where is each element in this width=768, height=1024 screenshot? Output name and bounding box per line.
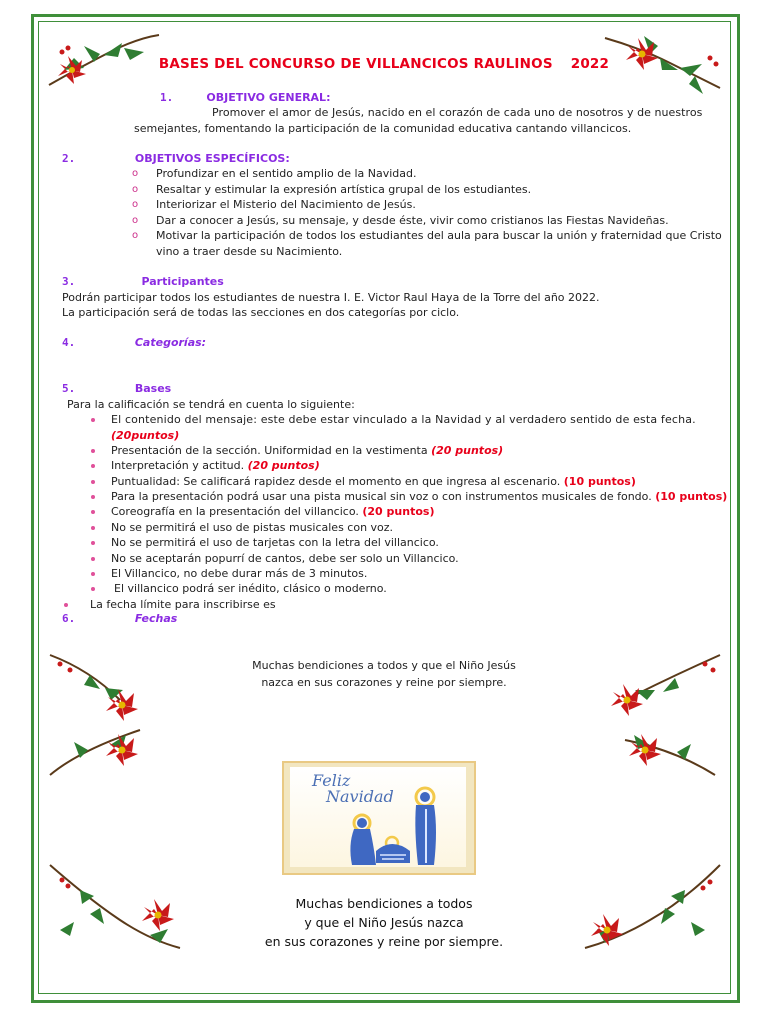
base-item-5: Para la presentación podrá usar una pista musical sin voz o con instrumentos musicales de fondo. (10 puntos): [111, 490, 728, 503]
participants-line-1: Podrán participar todos los estudiantes de nuestra I. E. Victor Raul Haya de la Torre del año 2022.: [62, 291, 600, 304]
section-1-line-2: semejantes, fomentando la participación de la comunidad educativa cantando villancicos.: [134, 122, 632, 135]
dot-bullet-icon: [91, 495, 95, 499]
section-1-label: OBJETIVO GENERAL:: [206, 91, 331, 104]
blessing-small-line-2: nazca en sus corazones y reine por siempre.: [261, 676, 507, 689]
blessing-large-line-1: Muchas bendiciones a todos: [295, 896, 473, 911]
section-3-heading: [62, 275, 224, 288]
section-2-label: OBJETIVOS ESPECÍFICOS:: [134, 152, 290, 165]
dot-bullet-icon: [91, 541, 95, 545]
section-5-heading: [62, 382, 171, 395]
base-item-11: El villancico podrá ser inédito, clásico o moderno.: [114, 582, 387, 595]
dot-bullet-icon: [91, 572, 95, 576]
base-item-6: Coreografía en la presentación del villancico. (20 puntos): [111, 505, 435, 518]
dot-bullet-icon: [91, 557, 95, 561]
circle-bullet-icon: o: [132, 215, 139, 226]
bases-intro: Para la calificación se tendrá en cuenta lo siguiente:: [67, 398, 355, 411]
blessing-large-line-3: en sus corazones y reine por siempre.: [264, 934, 504, 949]
section-3-number: 3.: [62, 275, 76, 288]
dot-bullet-icon: [64, 603, 68, 607]
objective-item-4: Dar a conocer a Jesús, su mensaje, y desde éste, vivir como cristianos las Fiestas Navideñas.: [156, 214, 669, 227]
title-text: BASES DEL CONCURSO DE VILLANCICOS RAULINOS: [158, 56, 553, 72]
circle-bullet-icon: o: [132, 184, 139, 195]
circle-bullet-icon: o: [132, 199, 139, 210]
objective-item-5: Motivar la participación de todos los estudiantes del aula para buscar la unión y fraternidad que Cristo: [156, 229, 722, 242]
base-item-6-points: (20 puntos): [362, 505, 435, 518]
base-item-5-points: (10 puntos): [655, 490, 728, 503]
base-item-1-points: (20puntos): [111, 429, 180, 442]
deadline-line: La fecha límite para inscribirse es: [90, 598, 276, 611]
section-4-number: 4.: [62, 336, 76, 349]
base-item-4: Puntualidad: Se calificará rapidez desde el momento en que ingresa al escenario. (10 puntos): [111, 475, 636, 488]
card-text-feliz: Feliz: [312, 771, 351, 790]
dot-bullet-icon: [91, 526, 95, 530]
circle-bullet-icon: o: [132, 230, 139, 241]
section-2-number: 2.: [62, 152, 76, 165]
section-5-number: 5.: [62, 382, 76, 395]
base-item-3: Interpretación y actitud. (20 puntos): [111, 459, 320, 472]
base-item-2-points: (20 puntos): [431, 444, 504, 457]
dot-bullet-icon: [91, 464, 95, 468]
dot-bullet-icon: [91, 418, 95, 422]
section-6-number: 6.: [62, 612, 76, 625]
blessing-small-line-1: Muchas bendiciones a todos y que el Niño Jesús: [252, 659, 516, 672]
base-item-9: No se aceptarán popurrí de cantos, debe ser solo un Villancico.: [111, 552, 459, 565]
base-item-7: No se permitirá el uso de pistas musicales con voz.: [111, 521, 394, 534]
base-item-8: No se permitirá el uso de tarjetas con la letra del villancico.: [111, 536, 439, 549]
section-5-label: Bases: [134, 382, 172, 395]
circle-bullet-icon: o: [132, 168, 139, 179]
dot-bullet-icon: [91, 449, 95, 453]
dot-bullet-icon: [91, 587, 95, 591]
section-1-heading: [160, 91, 330, 104]
objective-item-1: Profundizar en el sentido amplio de la Navidad.: [156, 167, 417, 180]
page-title: [0, 56, 768, 72]
title-year: 2022: [570, 56, 610, 72]
base-item-10: El Villancico, no debe durar más de 3 minutos.: [111, 567, 368, 580]
section-2-heading: [62, 152, 290, 165]
blessing-large-line-2: y que el Niño Jesús nazca: [304, 915, 464, 930]
dot-bullet-icon: [91, 510, 95, 514]
base-item-1: El contenido del mensaje: este debe estar vinculado a la Navidad y al verdadero sentido de esta fecha.: [111, 413, 696, 426]
section-3-label: Participantes: [141, 275, 224, 288]
base-item-4-points: (10 puntos): [563, 475, 636, 488]
card-text-navidad: Navidad: [326, 787, 394, 806]
nativity-card: [282, 761, 476, 875]
base-item-3-points: (20 puntos): [247, 459, 320, 472]
dot-bullet-icon: [91, 480, 95, 484]
section-1-line-1: Promover el amor de Jesús, nacido en el corazón de cada uno de nosotros y de nuestros: [212, 106, 703, 119]
base-item-2: Presentación de la sección. Uniformidad en la vestimenta (20 puntos): [111, 444, 504, 457]
objective-item-5-continued: vino a traer desde su Nacimiento.: [156, 245, 343, 258]
section-6-heading: [62, 612, 177, 625]
nativity-card-inner: [290, 767, 466, 867]
nativity-scene-icon: [330, 785, 450, 867]
objective-item-3: Interiorizar el Misterio del Nacimiento de Jesús.: [156, 198, 416, 211]
participants-line-2: La participación será de todas las secciones en dos categorías por ciclo.: [62, 306, 460, 319]
objective-item-2: Resaltar y estimular la expresión artística grupal de los estudiantes.: [156, 183, 532, 196]
section-6-label: Fechas: [134, 612, 178, 625]
section-4-heading: [62, 336, 206, 349]
section-1-number: 1.: [160, 91, 174, 104]
section-4-label: Categorías:: [134, 336, 207, 349]
